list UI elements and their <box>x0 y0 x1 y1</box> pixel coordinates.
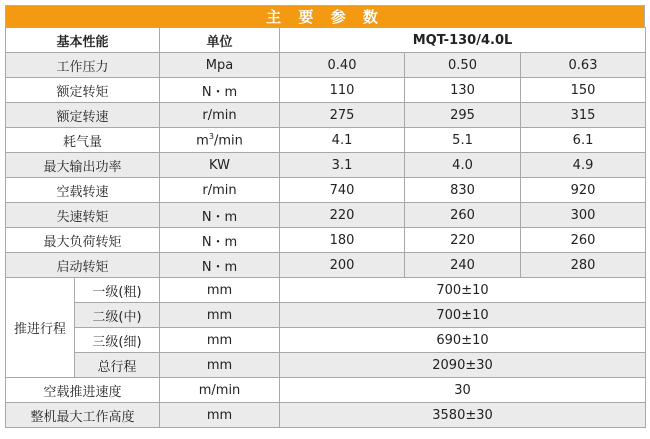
row-value: 830 <box>405 178 521 203</box>
row-value: 220 <box>280 203 405 228</box>
row-label: 空载转速 <box>6 178 160 203</box>
row-value: 110 <box>280 78 405 103</box>
row-label: 工作压力 <box>6 53 160 78</box>
stroke-unit: mm <box>160 303 280 328</box>
table-row <box>6 153 646 178</box>
row-label: 启动转矩 <box>6 253 160 278</box>
row-label: 整机最大工作高度 <box>6 403 160 428</box>
stroke-label: 一级(粗) <box>75 278 160 303</box>
row-value: 920 <box>521 178 646 203</box>
row-value: 740 <box>280 178 405 203</box>
row-label: 额定转矩 <box>6 78 160 103</box>
row-value: 3580±30 <box>280 403 646 428</box>
table-row <box>6 78 646 103</box>
stroke-unit: mm <box>160 353 280 378</box>
row-value: 0.63 <box>521 53 646 78</box>
row-value: 0.40 <box>280 53 405 78</box>
stroke-unit: mm <box>160 328 280 353</box>
stroke-unit: mm <box>160 278 280 303</box>
stroke-row <box>6 278 646 303</box>
row-value: 200 <box>280 253 405 278</box>
row-label: 最大负荷转矩 <box>6 228 160 253</box>
row-unit: m/min <box>160 378 280 403</box>
row-value: 295 <box>405 103 521 128</box>
row-label: 空载推进速度 <box>6 378 160 403</box>
row-value: 4.1 <box>280 128 405 153</box>
stroke-row <box>6 303 646 328</box>
unit-base: m <box>196 133 209 149</box>
row-value: 315 <box>521 103 646 128</box>
table-row <box>6 228 646 253</box>
row-unit: r/min <box>160 178 280 203</box>
table-row <box>6 203 646 228</box>
table-row <box>6 378 646 403</box>
stroke-label: 二级(中) <box>75 303 160 328</box>
row-value: 30 <box>280 378 646 403</box>
unit-suffix: /min <box>213 133 243 149</box>
table-row <box>6 178 646 203</box>
row-label: 最大输出功率 <box>6 153 160 178</box>
stroke-value: 700±10 <box>280 278 646 303</box>
row-value: 180 <box>280 228 405 253</box>
table-row <box>6 128 646 153</box>
row-value: 130 <box>405 78 521 103</box>
row-value: 300 <box>521 203 646 228</box>
stroke-group-label: 推进行程 <box>6 278 75 378</box>
stroke-label: 总行程 <box>75 353 160 378</box>
row-unit: N・m <box>160 78 280 103</box>
row-value: 0.50 <box>405 53 521 78</box>
row-label: 额定转速 <box>6 103 160 128</box>
row-label: 耗气量 <box>6 128 160 153</box>
row-unit: mm <box>160 403 280 428</box>
header-unit: 单位 <box>160 28 280 53</box>
row-value: 260 <box>405 203 521 228</box>
table-row <box>6 103 646 128</box>
row-unit: N・m <box>160 253 280 278</box>
spec-table <box>5 27 646 428</box>
header-performance: 基本性能 <box>6 28 160 53</box>
row-value: 275 <box>280 103 405 128</box>
table-title: 主 要 参 数 <box>5 5 645 27</box>
row-unit: KW <box>160 153 280 178</box>
stroke-value: 700±10 <box>280 303 646 328</box>
stroke-row <box>6 328 646 353</box>
row-value: 240 <box>405 253 521 278</box>
stroke-value: 2090±30 <box>280 353 646 378</box>
table-row <box>6 253 646 278</box>
row-value: 5.1 <box>405 128 521 153</box>
table-row <box>6 403 646 428</box>
row-unit <box>160 128 280 153</box>
stroke-row <box>6 353 646 378</box>
header-model: MQT-130/4.0L <box>280 28 646 53</box>
row-unit: Mpa <box>160 53 280 78</box>
row-unit: N・m <box>160 203 280 228</box>
row-value: 280 <box>521 253 646 278</box>
table-row <box>6 53 646 78</box>
row-unit: r/min <box>160 103 280 128</box>
row-value: 260 <box>521 228 646 253</box>
row-value: 4.9 <box>521 153 646 178</box>
row-label: 失速转矩 <box>6 203 160 228</box>
header-row <box>6 28 646 53</box>
stroke-value: 690±10 <box>280 328 646 353</box>
spec-sheet <box>5 5 645 428</box>
row-unit: N・m <box>160 228 280 253</box>
row-value: 220 <box>405 228 521 253</box>
row-value: 150 <box>521 78 646 103</box>
stroke-label: 三级(细) <box>75 328 160 353</box>
row-value: 3.1 <box>280 153 405 178</box>
row-value: 6.1 <box>521 128 646 153</box>
row-value: 4.0 <box>405 153 521 178</box>
unit-exponent: 3 <box>208 131 214 141</box>
